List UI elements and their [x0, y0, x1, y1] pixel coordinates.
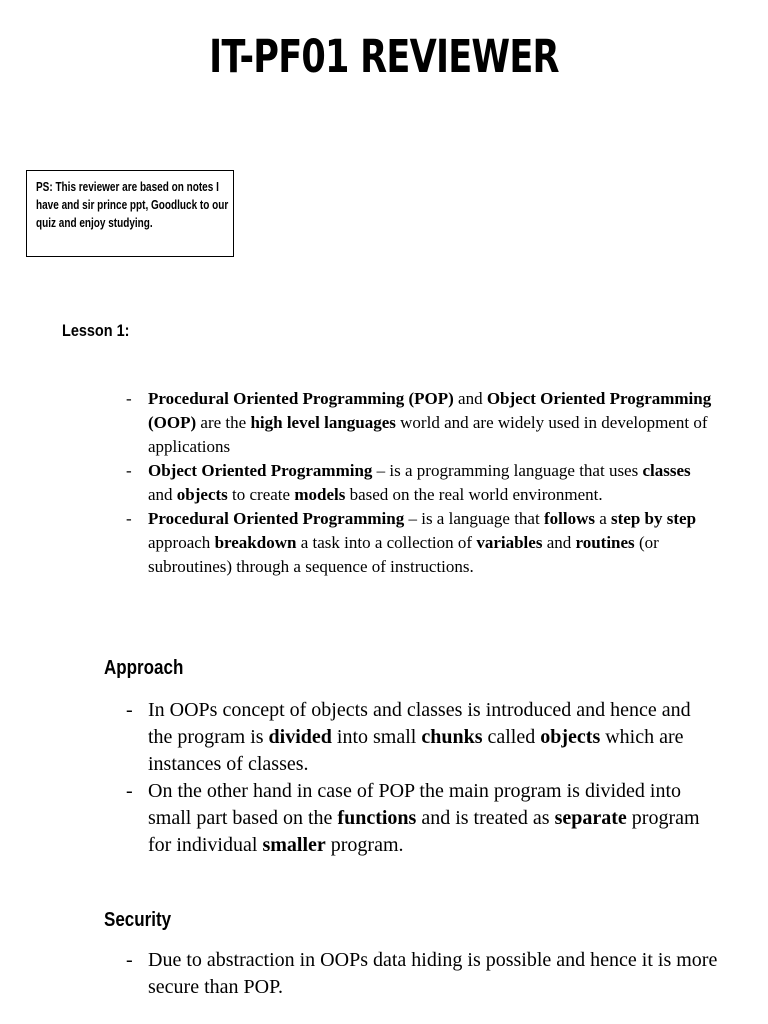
- text-run: which are instances of classes.: [148, 726, 684, 775]
- document-title: IT-PF01 REVIEWER: [209, 30, 559, 83]
- bold-term: follows: [543, 509, 595, 528]
- text-run: Due to abstraction in OOPs data hiding is possible and hence it is more secure than POP.: [148, 949, 718, 998]
- text-run: (or subroutines) through a sequence of instructions.: [148, 533, 659, 576]
- bold-term: objects: [540, 726, 601, 748]
- bullet-item: [126, 507, 716, 579]
- text-run: world and are widely used in development of applications: [148, 413, 708, 456]
- text-run: approach: [148, 533, 215, 552]
- bold-term: divided: [268, 726, 332, 748]
- bullet-item: [126, 697, 718, 778]
- text-run: called: [482, 726, 541, 748]
- text-run: – is a language that: [404, 509, 544, 528]
- bold-term: step by step: [611, 509, 697, 528]
- bullet-dash: -: [126, 389, 132, 408]
- bullet-dash: -: [126, 509, 132, 528]
- bullet-item: [126, 947, 718, 1001]
- bold-term: functions: [337, 807, 417, 829]
- bold-term: high level languages: [250, 413, 396, 432]
- bold-term: classes: [642, 461, 691, 480]
- text-run: program.: [325, 834, 404, 856]
- text-run: into small: [331, 726, 422, 748]
- bold-term: objects: [176, 485, 228, 504]
- bold-term: chunks: [421, 726, 483, 748]
- lesson-1-bullet-list: [126, 387, 716, 579]
- bold-term: smaller: [262, 834, 326, 856]
- text-run: and: [453, 389, 487, 408]
- bold-term: Procedural Oriented Programming: [148, 509, 405, 528]
- text-run: In OOPs concept of objects and classes is introduced and hence and the program is: [148, 699, 691, 748]
- bullet-item: [126, 778, 718, 859]
- bold-term: Object Oriented Programming (OOP): [148, 389, 712, 432]
- bullet-dash: -: [126, 699, 133, 721]
- bold-term: routines: [575, 533, 635, 552]
- text-run: a: [594, 509, 612, 528]
- text-run: and: [542, 533, 576, 552]
- note-box: [26, 170, 234, 257]
- bullet-dash: -: [126, 780, 133, 802]
- bullet-dash: -: [126, 949, 133, 971]
- bold-term: variables: [476, 533, 543, 552]
- bold-term: Procedural Oriented Programming (POP): [148, 389, 454, 408]
- bold-term: Object Oriented Programming: [148, 461, 373, 480]
- text-run: a task into a collection of: [296, 533, 477, 552]
- text-run: – is a programming language that uses: [372, 461, 643, 480]
- text-run: based on the real world environment.: [345, 485, 603, 504]
- section-heading-approach: Approach: [104, 657, 184, 679]
- bullet-dash: -: [126, 461, 132, 480]
- text-run: program for individual: [148, 807, 700, 856]
- bold-term: separate: [554, 807, 627, 829]
- note-text: PS: This reviewer are based on notes I have and sir prince ppt, Goodluck to our quiz and enjoy studying.: [36, 180, 229, 230]
- text-run: are the: [196, 413, 251, 432]
- bullet-item: [126, 387, 716, 459]
- approach-bullet-list: [126, 697, 718, 859]
- section-heading-security: Security: [104, 909, 172, 931]
- text-run: to create: [227, 485, 295, 504]
- text-run: and: [148, 485, 177, 504]
- text-run: On the other hand in case of POP the main program is divided into small part based on the: [148, 780, 682, 829]
- bold-term: breakdown: [214, 533, 297, 552]
- security-bullet-list: [126, 947, 718, 1001]
- bullet-item: [126, 459, 716, 507]
- text-run: and is treated as: [416, 807, 555, 829]
- section-heading-lesson-1: Lesson 1:: [62, 321, 130, 340]
- bold-term: models: [294, 485, 346, 504]
